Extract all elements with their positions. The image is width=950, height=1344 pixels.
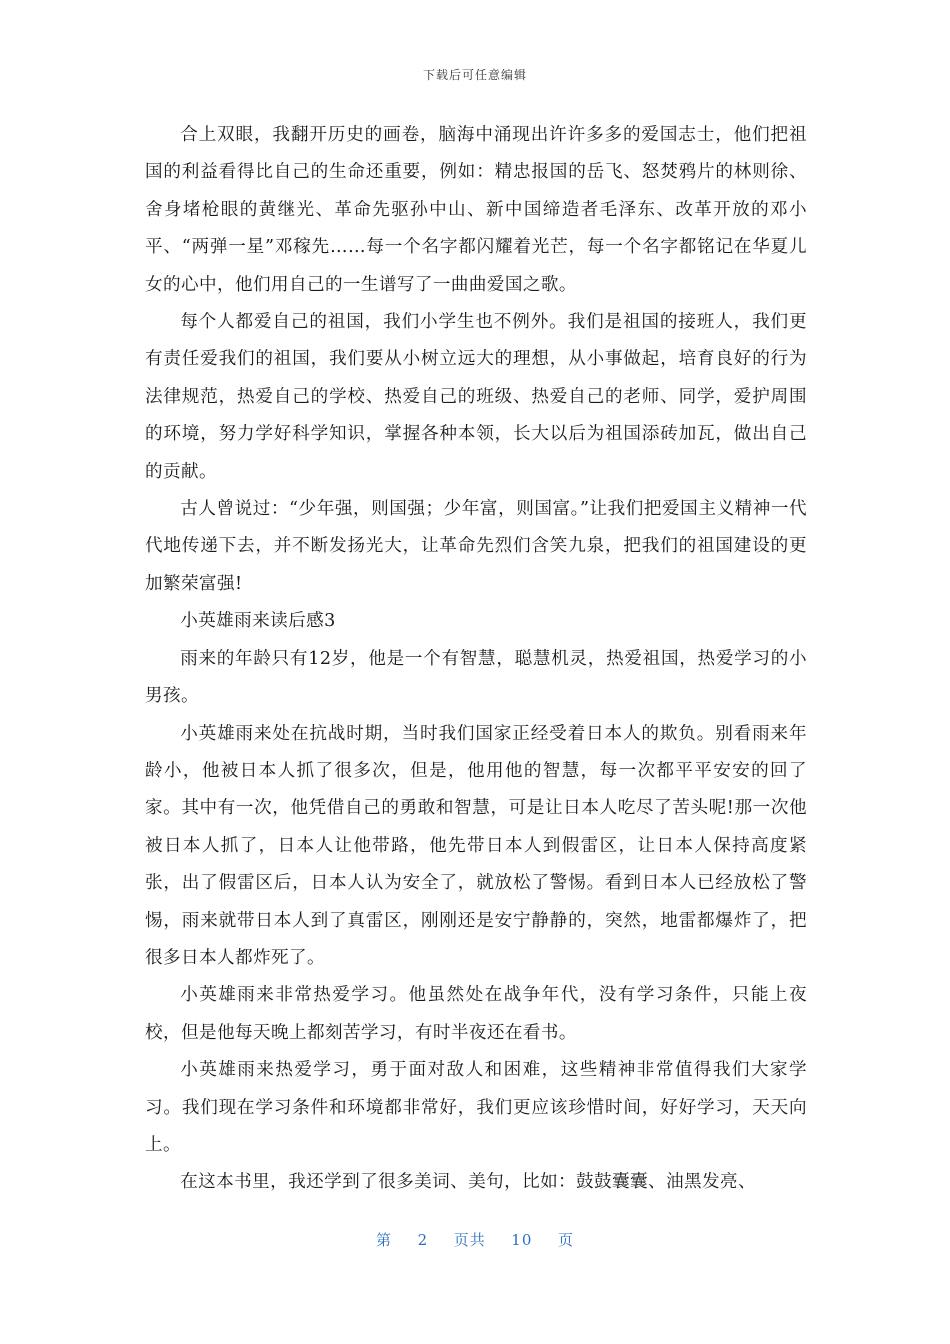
paragraph-4: 雨来的年龄只有12岁，他是一个有智慧，聪慧机灵，热爱祖国，热爱学习的小男孩。 <box>145 648 807 707</box>
total-pages-number: 10 <box>511 1231 533 1249</box>
paragraph-7: 小英雄雨来热爱学习，勇于面对敌人和困难，这些精神非常值得我们大家学习。我们现在学习条件和环境都非常好，我们更应该珍惜时间，好好学习，天天向上。 <box>145 1060 807 1155</box>
header-text: 下载后可任意编辑 <box>422 68 527 82</box>
page-header <box>0 66 950 83</box>
document-body <box>145 117 807 1202</box>
page-label-suffix: 页 <box>557 1231 574 1249</box>
current-page-number: 2 <box>417 1231 429 1249</box>
paragraph-5: 小英雄雨来处在抗战时期，当时我们国家正经受着日本人的欺负。别看雨来年龄小，他被日本人抓了很多次，但是，他用他的智慧，每一次都平平安安的回了家。其中有一次，他凭借自己的勇敢和智慧，可是让日本人吃尽了苦头呢!那一次他被日本人抓了，日本人让他带路，他先带日本人到假雷区，让日本人保持高度紧张，出了假雷区后，日本人认为安全了，就放松了警惕。看到日本人已经放松了警惕，雨来就带日本人到了真雷区，刚刚还是安宁静静的，突然，地雷都爆炸了，把很多日本人都炸死了。 <box>145 723 807 968</box>
paragraph-6: 小英雄雨来非常热爱学习。他虽然处在战争年代，没有学习条件，只能上夜校，但是他每天晚上都刻苦学习，有时半夜还在看书。 <box>145 985 807 1043</box>
page-label-mid: 页共 <box>453 1231 486 1249</box>
page-label-prefix: 第 <box>376 1231 393 1249</box>
paragraph-8: 在这本书里，我还学到了很多美词、美句，比如：鼓鼓囊囊、油黑发亮、 <box>180 1172 756 1193</box>
section-heading: 小英雄雨来读后感3 <box>180 611 336 632</box>
paragraph-1: 合上双眼，我翻开历史的画卷，脑海中涌现出许许多多的爱国志士，他们把祖国的利益看得比自己的生命还重要，例如：精忠报国的岳飞、怒焚鸦片的林则徐、舍身堵枪眼的黄继光、革命先驱孙中山、新中国缔造者毛泽东、改革开放的邓小平、“两弹一星”邓稼先……每一个名字都闪耀着光芒，每一个名字都铭记在华夏儿女的心中，他们用自己的一生谱写了一曲曲爱国之歌。 <box>145 125 807 295</box>
page-footer <box>0 1229 950 1250</box>
paragraph-3: 古人曾说过：“少年强，则国强；少年富，则国富。”让我们把爱国主义精神一代代地传递下去，并不断发扬光大，让革命先烈们含笑九泉，把我们的祖国建设的更加繁荣富强! <box>145 499 807 594</box>
paragraph-2: 每个人都爱自己的祖国，我们小学生也不例外。我们是祖国的接班人，我们更有责任爱我们的祖国，我们要从小树立远大的理想，从小事做起，培育良好的行为法律规范，热爱自己的学校、热爱自己的班级、热爱自己的老师、同学，爱护周围的环境，努力学好科学知识，掌握各种本领，长大以后为祖国添砖加瓦，做出自己的贡献。 <box>145 312 807 482</box>
